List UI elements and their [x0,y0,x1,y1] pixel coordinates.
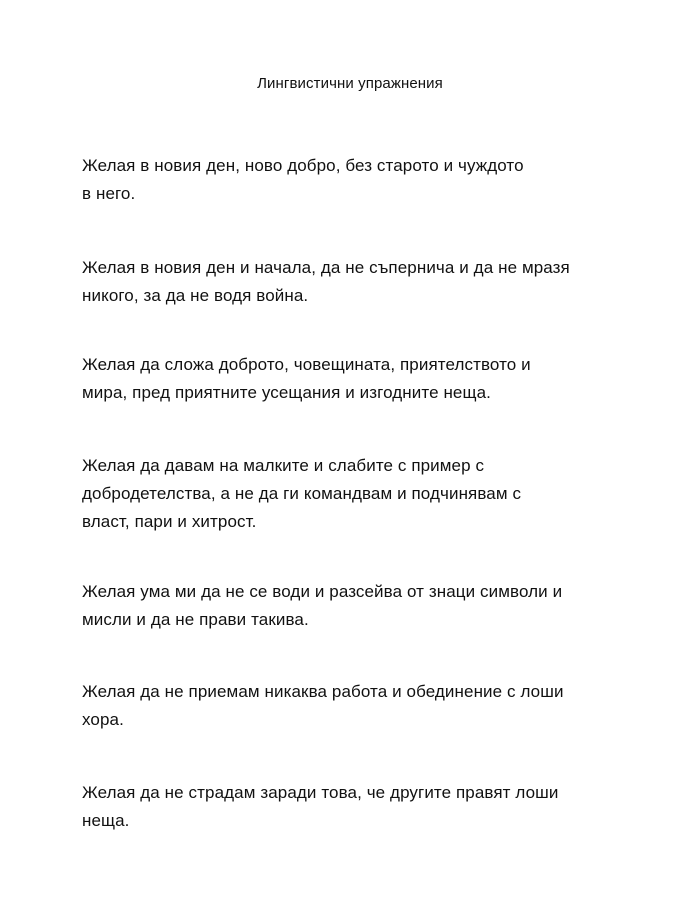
paragraph-line: мисли и да не прави такива. [82,610,309,629]
paragraph-line: в него. [82,184,136,203]
paragraph-6 [82,678,642,734]
paragraph-1 [82,152,642,208]
paragraph-line: хора. [82,710,124,729]
paragraph-line: Желая в новия ден и начала, да не съпернича и да не мразя [82,258,570,277]
paragraph-line: Желая да сложа доброто, човещината, приятелството и [82,355,531,374]
paragraph-2 [82,254,642,310]
paragraph-line: неща. [82,811,130,830]
paragraph-line: Желая да давам на малките и слабите с пример с [82,456,485,475]
paragraph-line: никого, за да не водя война. [82,286,309,305]
paragraph-line: власт, пари и хитрост. [82,512,257,531]
paragraph-3 [82,351,642,407]
paragraph-4 [82,452,642,536]
paragraph-7 [82,779,642,835]
paragraph-5 [82,578,642,634]
paragraph-line: добродетелства, а не да ги командвам и подчинявам с [82,484,522,503]
paragraph-line: Желая ума ми да не се води и разсейва от знаци символи и [82,582,563,601]
page-title: Лингвистични упражнения [257,75,443,92]
paragraph-line: мира, пред приятните усещания и изгодните неща. [82,383,491,402]
paragraph-line: Желая да не приемам никаква работа и обединение с лоши [82,682,564,701]
paragraph-line: Желая в новия ден, ново добро, без старото и чуждото [82,156,524,175]
paragraph-line: Желая да не страдам заради това, че другите правят лоши [82,783,559,802]
